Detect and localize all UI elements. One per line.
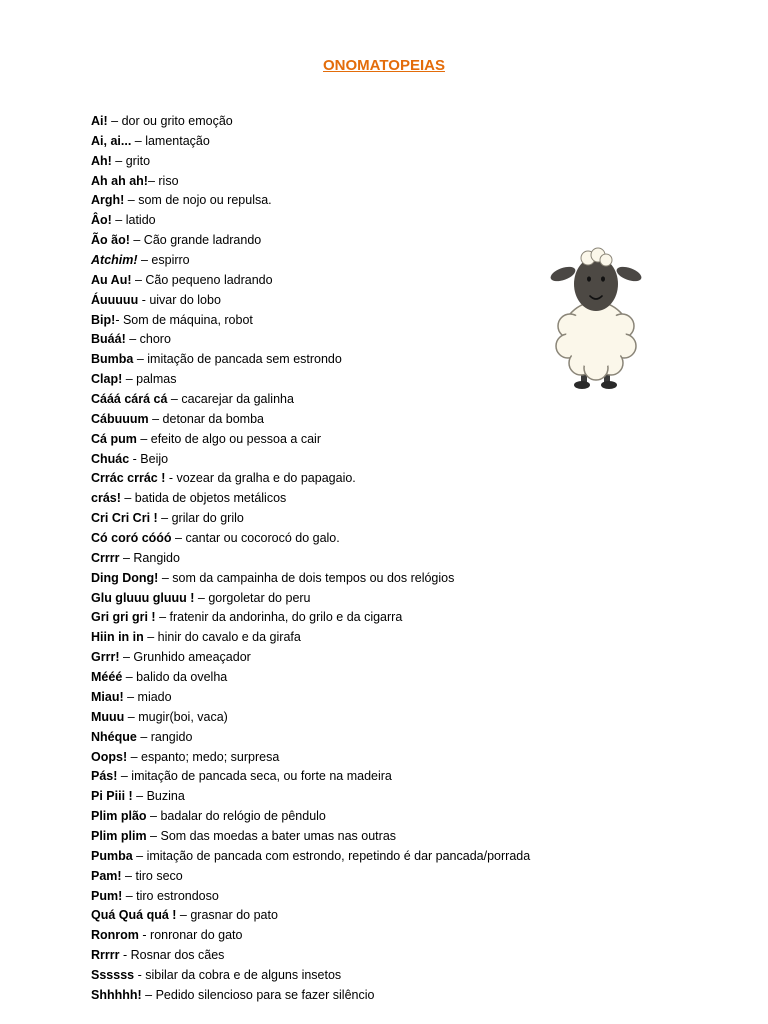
list-item	[91, 569, 691, 589]
list-item	[91, 668, 691, 688]
entry-term: Oops!	[91, 749, 128, 764]
list-item	[91, 132, 691, 152]
entry-term: Gri gri gri !	[91, 610, 156, 625]
list-item	[91, 787, 691, 807]
list-item	[91, 489, 691, 509]
entry-description: – mugir(boi, vaca)	[124, 709, 228, 724]
list-item	[91, 966, 691, 986]
entry-term: Pumba	[91, 848, 133, 863]
entry-description: – Cão pequeno ladrando	[131, 272, 273, 287]
entry-description: – Rangido	[119, 550, 180, 565]
entry-term: Áuuuuu	[91, 292, 139, 307]
list-item	[91, 628, 691, 648]
entry-term: Plim plão	[91, 809, 147, 824]
entry-description: – imitação de pancada seca, ou forte na madeira	[117, 769, 392, 784]
list-item	[91, 589, 691, 609]
entry-description: – tiro seco	[121, 868, 183, 883]
entry-term: Glu gluuu gluuu !	[91, 590, 195, 605]
entry-term: Quá Quá quá !	[91, 908, 177, 923]
entry-term: Nhéque	[91, 729, 137, 744]
entry-term: Argh!	[91, 193, 125, 208]
entry-term: Cábuuum	[91, 411, 149, 426]
list-item	[91, 430, 691, 450]
list-item	[91, 946, 691, 966]
entry-term: Ão ão!	[91, 233, 130, 248]
list-item	[91, 529, 691, 549]
entry-description: – espirro	[137, 253, 190, 268]
entry-description: – dor ou grito emoção	[107, 114, 233, 128]
entry-description: – Cão grande ladrando	[129, 233, 262, 248]
list-item	[91, 211, 691, 231]
list-item	[91, 648, 691, 668]
list-item	[91, 410, 691, 430]
entry-description: – efeito de algo ou pessoa a cair	[136, 431, 321, 446]
entry-term: Ronrom	[91, 928, 139, 943]
entry-description: – grilar do grilo	[157, 511, 244, 526]
list-item	[91, 887, 691, 907]
list-item	[91, 450, 691, 470]
entry-description: - Som de máquina, robot	[115, 312, 253, 327]
list-item	[91, 926, 691, 946]
entry-description: – detonar da bomba	[148, 411, 265, 426]
entry-description: – choro	[125, 332, 171, 347]
entry-term: Hiin in in	[91, 630, 144, 645]
list-item	[91, 152, 691, 172]
entry-term: Ai!	[91, 114, 108, 128]
entry-description: – som da campainha de dois tempos ou dos relógios	[158, 570, 455, 585]
list-item	[91, 767, 691, 787]
entry-description: – cacarejar da galinha	[167, 392, 294, 407]
entry-term: Clap!	[91, 372, 123, 387]
entry-description: – fratenir da andorinha, do grilo e da cigarra	[155, 610, 403, 625]
entry-description: – lamentação	[131, 133, 210, 148]
entry-description: – tiro estrondoso	[122, 888, 219, 903]
entry-description: – Grunhido ameaçador	[119, 650, 251, 665]
entry-description: – imitação de pancada com estrondo, repetindo é dar pancada/porrada	[132, 848, 531, 863]
entry-term: Plim plim	[91, 828, 147, 843]
entry-description: – Pedido silencioso para se fazer silêncio	[141, 987, 375, 1002]
entry-description: - vozear da gralha e do papagaio.	[165, 471, 356, 486]
entry-term: Ding Dong!	[91, 570, 159, 585]
entry-term: Cááá cárá cá	[91, 392, 168, 407]
entry-term: Atchim!	[91, 253, 138, 268]
entry-term: Cá pum	[91, 431, 137, 446]
list-item	[91, 509, 691, 529]
list-item	[91, 728, 691, 748]
entry-term: Pi Piii !	[91, 789, 133, 804]
entry-term: Grrr!	[91, 650, 120, 665]
entry-term: Ah ah ah!	[91, 173, 148, 188]
entry-description: – palmas	[122, 372, 177, 387]
entry-description: – badalar do relógio de pêndulo	[146, 809, 326, 824]
entry-term: Có coró cóóó	[91, 531, 172, 546]
entry-description: - uivar do lobo	[138, 292, 221, 307]
entry-description: – gorgoletar do peru	[194, 590, 311, 605]
entry-description: – grasnar do pato	[176, 908, 278, 923]
list-item	[91, 172, 691, 192]
list-item	[91, 847, 691, 867]
entry-description: – Buzina	[132, 789, 185, 804]
entry-term: Chuác	[91, 451, 130, 466]
entry-term: crás!	[91, 491, 121, 506]
list-item	[91, 986, 691, 1006]
entry-term: Buáá!	[91, 332, 126, 347]
entry-term: Muuu	[91, 709, 125, 724]
entry-description: – balido da ovelha	[122, 670, 228, 685]
entry-term: Pam!	[91, 868, 122, 883]
entry-term: Shhhhh!	[91, 987, 142, 1002]
entry-term: Crrác crrác !	[91, 471, 166, 486]
list-item	[91, 708, 691, 728]
entry-term: Miau!	[91, 689, 124, 704]
list-item	[91, 549, 691, 569]
entry-description: – latido	[111, 213, 156, 228]
entry-term: Bip!	[91, 312, 116, 327]
list-item	[91, 748, 691, 768]
entry-description: – hinir do cavalo e da girafa	[143, 630, 301, 645]
entry-description: – riso	[147, 173, 179, 188]
entry-term: Ssssss	[91, 967, 135, 982]
entry-term: Pum!	[91, 888, 123, 903]
sheep-icon	[546, 246, 646, 396]
entry-description: – rangido	[136, 729, 193, 744]
list-item	[91, 688, 691, 708]
entry-description: – Som das moedas a bater umas nas outras	[146, 828, 397, 843]
entry-description: - sibilar da cobra e de alguns insetos	[134, 967, 342, 982]
list-item	[91, 867, 691, 887]
entry-term: Au Au!	[91, 272, 132, 287]
page-title: ONOMATOPEIAS	[323, 57, 445, 74]
entry-term: Bumba	[91, 352, 134, 367]
entry-term: Ai, ai...	[91, 133, 132, 148]
list-item	[91, 608, 691, 628]
entry-description: – espanto; medo; surpresa	[127, 749, 280, 764]
list-item	[91, 827, 691, 847]
entry-term: Cri Cri Cri !	[91, 511, 158, 526]
entry-term: Âo!	[91, 213, 112, 228]
list-item	[91, 906, 691, 926]
list-item	[91, 191, 691, 211]
entry-description: – cantar ou cocorocó do galo.	[171, 531, 340, 546]
entry-description: – som de nojo ou repulsa.	[124, 193, 272, 208]
entry-description: – grito	[111, 153, 151, 168]
entry-term: Rrrrr	[91, 948, 120, 963]
entry-term: Mééé	[91, 670, 123, 685]
entry-description: - Rosnar dos cães	[119, 948, 225, 963]
list-item	[91, 469, 691, 489]
entry-term: Ah!	[91, 153, 112, 168]
entry-description: – miado	[123, 689, 172, 704]
list-item	[91, 807, 691, 827]
entry-term: Pás!	[91, 769, 118, 784]
list-item	[91, 112, 691, 132]
entry-description: – batida de objetos metálicos	[120, 491, 287, 506]
entry-description: - ronronar do gato	[138, 928, 243, 943]
entry-description: - Beijo	[129, 451, 169, 466]
entry-term: Crrrr	[91, 550, 120, 565]
entry-description: – imitação de pancada sem estrondo	[133, 352, 342, 367]
